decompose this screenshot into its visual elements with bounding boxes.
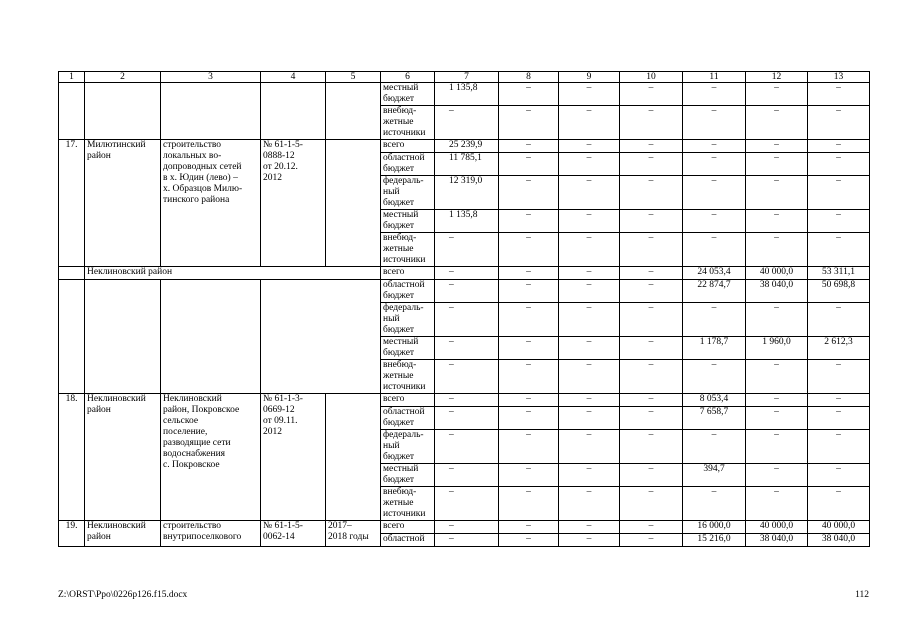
amount-cell: –	[620, 106, 683, 140]
column-header-13: 13	[808, 72, 870, 83]
amount-cell: –	[499, 521, 559, 534]
amount-cell: –	[435, 464, 499, 487]
amount-cell: –	[435, 280, 499, 303]
amount-cell: –	[746, 210, 808, 233]
amount-cell: –	[435, 337, 499, 360]
amount-cell: –	[499, 303, 559, 337]
amount-cell: 12 319,0	[435, 176, 499, 210]
amount-cell: –	[435, 394, 499, 407]
amount-cell: –	[620, 153, 683, 176]
funding-source: областной бюджет	[381, 407, 435, 430]
amount-cell: –	[499, 534, 559, 547]
amount-cell: –	[435, 360, 499, 394]
amount-cell: –	[435, 303, 499, 337]
amount-cell: –	[620, 534, 683, 547]
amount-cell: –	[499, 106, 559, 140]
amount-cell: –	[435, 407, 499, 430]
amount-cell: –	[746, 83, 808, 106]
amount-cell: –	[559, 487, 620, 521]
amount-cell: –	[620, 430, 683, 464]
amount-cell: –	[808, 360, 870, 394]
amount-cell: –	[746, 394, 808, 407]
funding-source: внебюд- жетные источники	[381, 360, 435, 394]
column-header-10: 10	[620, 72, 683, 83]
amount-cell: –	[683, 210, 746, 233]
amount-cell: –	[620, 487, 683, 521]
amount-cell: –	[683, 233, 746, 267]
amount-cell: –	[746, 303, 808, 337]
column-header-4: 4	[261, 72, 326, 83]
amount-cell: 1 135,8	[435, 210, 499, 233]
funding-source: всего	[381, 521, 435, 534]
table-row	[59, 267, 870, 280]
amount-cell: –	[559, 464, 620, 487]
funding-source: всего	[381, 267, 435, 280]
column-header-11: 11	[683, 72, 746, 83]
funding-source: областной бюджет	[381, 280, 435, 303]
amount-cell: –	[683, 176, 746, 210]
amount-cell: –	[620, 360, 683, 394]
amount-cell: 15 216,0	[683, 534, 746, 547]
amount-cell: –	[499, 430, 559, 464]
row-number	[59, 280, 85, 394]
amount-cell: –	[559, 360, 620, 394]
amount-cell: –	[559, 280, 620, 303]
amount-cell: –	[435, 233, 499, 267]
amount-cell: 24 053,4	[683, 267, 746, 280]
amount-cell: –	[559, 176, 620, 210]
column-header-6: 6	[381, 72, 435, 83]
amount-cell: –	[499, 176, 559, 210]
amount-cell: –	[499, 394, 559, 407]
amount-cell: –	[620, 464, 683, 487]
funding-source: областной	[381, 534, 435, 547]
document-number: № 61-1-3- 0669-12 от 09.11. 2012	[261, 394, 326, 521]
amount-cell: –	[620, 176, 683, 210]
object-description: строительство локальных во- допроводных сетей в х. Юдин (лево) – х. Образцов Милю- тинского района	[161, 140, 261, 267]
column-header-1: 1	[59, 72, 85, 83]
amount-cell: –	[559, 267, 620, 280]
table-row	[59, 83, 870, 106]
amount-cell: –	[559, 430, 620, 464]
column-header-12: 12	[746, 72, 808, 83]
table-row	[59, 394, 870, 407]
amount-cell: –	[746, 140, 808, 153]
amount-cell: –	[435, 487, 499, 521]
object-description	[161, 83, 261, 140]
district-name: Неклиновский район	[85, 521, 161, 547]
amount-cell: –	[559, 303, 620, 337]
funding-source: федераль- ный бюджет	[381, 430, 435, 464]
amount-cell: –	[499, 210, 559, 233]
amount-cell: –	[559, 394, 620, 407]
implementation-period	[326, 140, 381, 267]
funding-source: местный бюджет	[381, 464, 435, 487]
amount-cell: –	[746, 464, 808, 487]
row-number: 17.	[59, 140, 85, 267]
district-name	[85, 83, 161, 140]
funding-source: федераль- ный бюджет	[381, 176, 435, 210]
amount-cell: –	[499, 360, 559, 394]
amount-cell: –	[620, 407, 683, 430]
district-name: Неклиновский район	[85, 267, 381, 280]
amount-cell: –	[746, 407, 808, 430]
column-header-8: 8	[499, 72, 559, 83]
amount-cell: –	[808, 153, 870, 176]
amount-cell: –	[746, 487, 808, 521]
amount-cell: 38 040,0	[808, 534, 870, 547]
implementation-period	[326, 394, 381, 521]
document-number	[261, 280, 381, 394]
table-body	[59, 72, 870, 547]
funding-source: внебюд- жетные источники	[381, 106, 435, 140]
amount-cell: 2 612,3	[808, 337, 870, 360]
table-row	[59, 280, 870, 303]
amount-cell: 11 785,1	[435, 153, 499, 176]
footer-file-path: Z:\ORST\Ppo\0226p126.f15.docx	[58, 590, 188, 600]
column-header-row	[59, 72, 870, 83]
amount-cell: 53 311,1	[808, 267, 870, 280]
amount-cell: 40 000,0	[746, 521, 808, 534]
amount-cell: –	[808, 394, 870, 407]
funding-source: всего	[381, 394, 435, 407]
amount-cell: 40 000,0	[746, 267, 808, 280]
amount-cell: –	[683, 106, 746, 140]
document-number: № 61-1-5- 0062-14	[261, 521, 326, 547]
amount-cell: –	[620, 83, 683, 106]
district-name	[85, 280, 161, 394]
amount-cell: –	[620, 140, 683, 153]
amount-cell: –	[808, 487, 870, 521]
page-number: 112	[855, 590, 869, 600]
amount-cell: –	[620, 233, 683, 267]
column-header-3: 3	[161, 72, 261, 83]
amount-cell: –	[746, 233, 808, 267]
amount-cell: 16 000,0	[683, 521, 746, 534]
amount-cell: –	[683, 430, 746, 464]
amount-cell: –	[620, 521, 683, 534]
column-header-7: 7	[435, 72, 499, 83]
table-row	[59, 140, 870, 153]
amount-cell: –	[808, 83, 870, 106]
amount-cell: 38 040,0	[746, 280, 808, 303]
district-name: Неклиновский район	[85, 394, 161, 521]
amount-cell: –	[499, 464, 559, 487]
amount-cell: –	[620, 337, 683, 360]
amount-cell: –	[559, 83, 620, 106]
amount-cell: –	[746, 430, 808, 464]
amount-cell: –	[499, 153, 559, 176]
amount-cell: –	[808, 303, 870, 337]
amount-cell: –	[683, 360, 746, 394]
amount-cell: –	[620, 267, 683, 280]
funding-source: федераль- ный бюджет	[381, 303, 435, 337]
amount-cell: –	[435, 267, 499, 280]
amount-cell: –	[559, 534, 620, 547]
amount-cell: 1 960,0	[746, 337, 808, 360]
amount-cell: –	[808, 233, 870, 267]
amount-cell: –	[499, 267, 559, 280]
amount-cell: –	[808, 464, 870, 487]
amount-cell: 22 874,7	[683, 280, 746, 303]
amount-cell: –	[746, 360, 808, 394]
amount-cell: –	[559, 210, 620, 233]
object-description: Неклиновский район, Покровское сельское поселение, разводящие сети водоснабжения с. Покровское	[161, 394, 261, 521]
amount-cell: –	[683, 487, 746, 521]
amount-cell: 40 000,0	[808, 521, 870, 534]
funding-source: внебюд- жетные источники	[381, 233, 435, 267]
document-number: № 61-1-5- 0888-12 от 20.12. 2012	[261, 140, 326, 267]
amount-cell: –	[683, 303, 746, 337]
amount-cell: –	[499, 337, 559, 360]
row-number	[59, 83, 85, 140]
amount-cell: –	[559, 337, 620, 360]
amount-cell: –	[499, 233, 559, 267]
amount-cell: –	[435, 430, 499, 464]
row-number: 19.	[59, 521, 85, 547]
budget-table	[58, 71, 870, 547]
amount-cell: –	[620, 210, 683, 233]
amount-cell: –	[808, 407, 870, 430]
amount-cell: –	[559, 407, 620, 430]
amount-cell: 50 698,8	[808, 280, 870, 303]
amount-cell: –	[808, 430, 870, 464]
amount-cell: –	[808, 140, 870, 153]
row-number	[59, 267, 85, 280]
amount-cell: –	[559, 521, 620, 534]
amount-cell: –	[499, 407, 559, 430]
amount-cell: 38 040,0	[746, 534, 808, 547]
amount-cell: –	[746, 153, 808, 176]
amount-cell: –	[808, 210, 870, 233]
implementation-period	[326, 83, 381, 140]
amount-cell: –	[499, 487, 559, 521]
funding-source: местный бюджет	[381, 337, 435, 360]
amount-cell: –	[499, 140, 559, 153]
amount-cell: –	[435, 106, 499, 140]
funding-source: внебюд- жетные источники	[381, 487, 435, 521]
object-description: строительство внутрипоселкового	[161, 521, 261, 547]
amount-cell: 8 053,4	[683, 394, 746, 407]
amount-cell: –	[620, 280, 683, 303]
amount-cell: –	[559, 153, 620, 176]
district-name: Милютинский район	[85, 140, 161, 267]
amount-cell: –	[559, 233, 620, 267]
amount-cell: –	[746, 106, 808, 140]
object-description	[161, 280, 261, 394]
amount-cell: 7 658,7	[683, 407, 746, 430]
amount-cell: 25 239,9	[435, 140, 499, 153]
column-header-9: 9	[559, 72, 620, 83]
document-number	[261, 83, 326, 140]
amount-cell: –	[746, 176, 808, 210]
amount-cell: –	[808, 176, 870, 210]
amount-cell: –	[683, 83, 746, 106]
funding-source: всего	[381, 140, 435, 153]
funding-source: местный бюджет	[381, 83, 435, 106]
funding-source: областной бюджет	[381, 153, 435, 176]
column-header-2: 2	[85, 72, 161, 83]
amount-cell: –	[435, 521, 499, 534]
amount-cell: –	[499, 280, 559, 303]
amount-cell: 1 178,7	[683, 337, 746, 360]
amount-cell: –	[808, 106, 870, 140]
column-header-5: 5	[326, 72, 381, 83]
amount-cell: –	[683, 140, 746, 153]
amount-cell: –	[499, 83, 559, 106]
amount-cell: –	[559, 140, 620, 153]
amount-cell: 394,7	[683, 464, 746, 487]
implementation-period: 2017– 2018 годы	[326, 521, 381, 547]
funding-source: местный бюджет	[381, 210, 435, 233]
amount-cell: –	[620, 394, 683, 407]
amount-cell: –	[435, 534, 499, 547]
amount-cell: –	[683, 153, 746, 176]
amount-cell: 1 135,8	[435, 83, 499, 106]
row-number: 18.	[59, 394, 85, 521]
table-row	[59, 521, 870, 534]
amount-cell: –	[559, 106, 620, 140]
amount-cell: –	[620, 303, 683, 337]
